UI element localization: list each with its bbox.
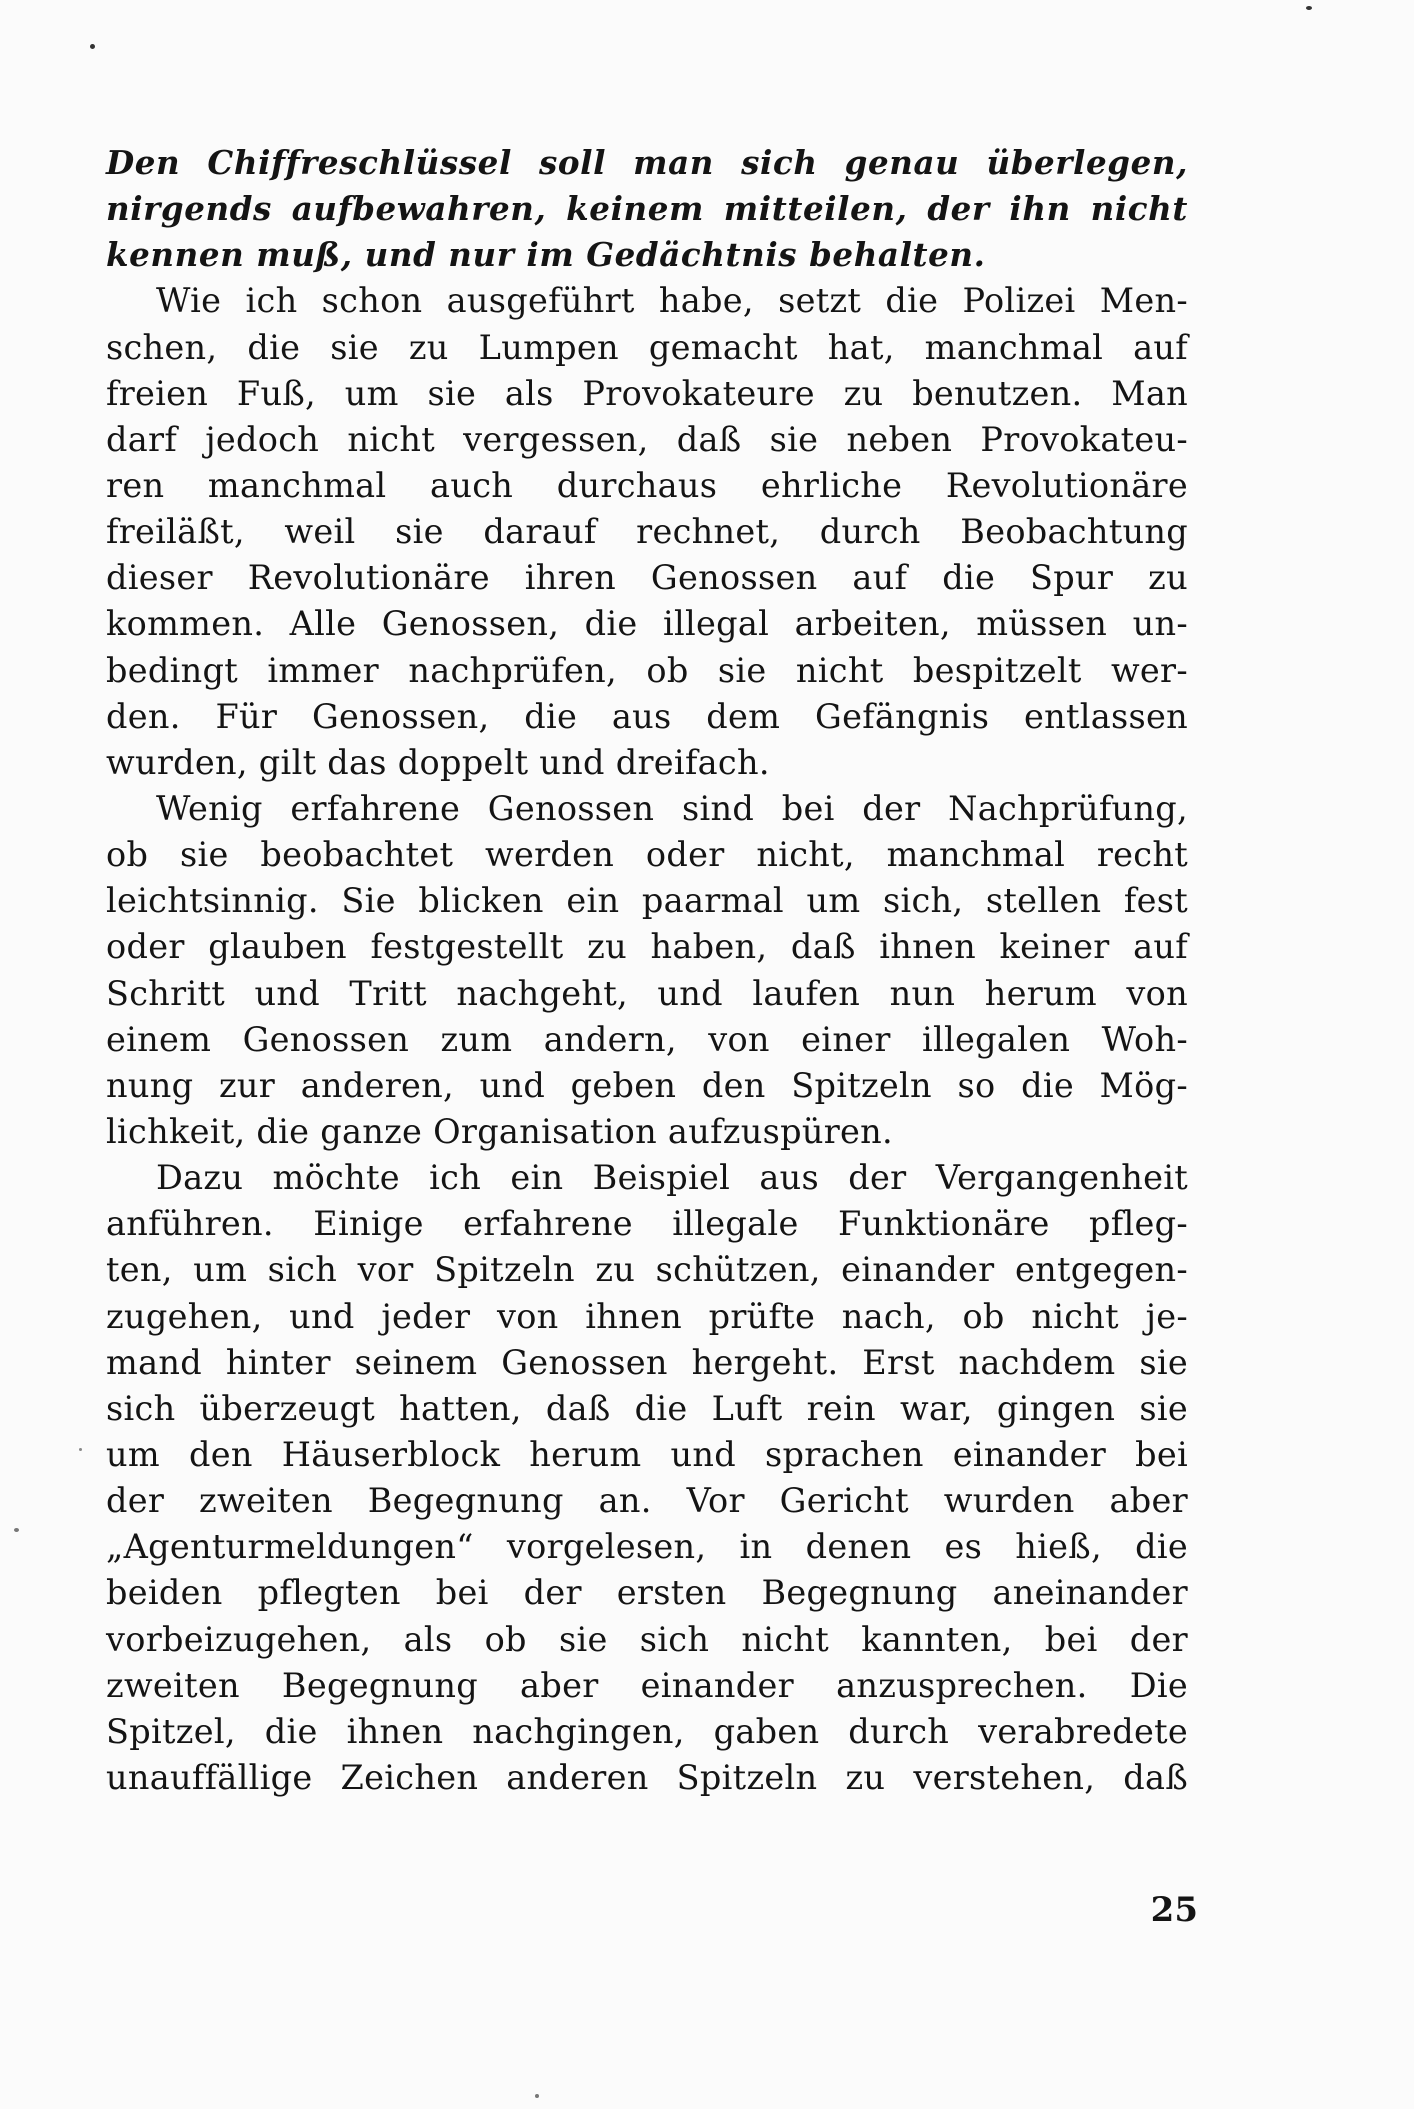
text-line: freiläßt, weil sie darauf rechnet, durch Beobachtung: [106, 512, 1188, 552]
text-line: mand hinter seinem Genossen hergeht. Erst nachdem sie: [106, 1342, 1188, 1382]
text-line: zugehen, und jeder von ihnen prüfte nach, ob nicht je-: [106, 1296, 1188, 1336]
text-line: dieser Revolutionäre ihren Genossen auf die Spur zu: [106, 558, 1188, 598]
print-speck: [90, 44, 95, 49]
text-line: ren manchmal auch durchaus ehrliche Revolutionäre: [106, 465, 1188, 505]
text-line: oder glauben festgestellt zu haben, daß ihnen keiner auf: [106, 927, 1188, 967]
text-line: bedingt immer nachprüfen, ob sie nicht bespitzelt wer-: [106, 650, 1188, 690]
text-line: Schritt und Tritt nachgeht, und laufen nun herum von: [106, 973, 1188, 1013]
print-speck: [535, 2094, 539, 2098]
text-line: Dazu möchte ich ein Beispiel aus der Vergangenheit: [156, 1158, 1188, 1198]
print-speck: [14, 1528, 19, 1532]
print-speck: [1306, 6, 1312, 10]
italic-line: Den Chiffreschlüssel soll man sich genau überlegen,: [106, 143, 1188, 182]
text-line: um den Häuserblock herum und sprachen einander bei: [106, 1434, 1188, 1474]
print-speck: [79, 1448, 82, 1451]
text-line: den. Für Genossen, die aus dem Gefängnis entlassen: [106, 696, 1188, 736]
text-line: schen, die sie zu Lumpen gemacht hat, manchmal auf: [106, 327, 1188, 367]
text-line: der zweiten Begegnung an. Vor Gericht wurden aber: [106, 1481, 1188, 1521]
text-line: „Agenturmeldungen“ vorgelesen, in denen es hieß, die: [106, 1527, 1188, 1567]
italic-line: nirgends aufbewahren, keinem mitteilen, der ihn nicht: [106, 189, 1188, 229]
page-number: 25: [1150, 1890, 1198, 1930]
text-line: Wie ich schon ausgeführt habe, setzt die Polizei Men-: [156, 281, 1188, 321]
text-line: wurden, gilt das doppelt und dreifach.: [106, 742, 770, 782]
text-line: ob sie beobachtet werden oder nicht, manchmal recht: [106, 835, 1188, 875]
text-line: freien Fuß, um sie als Provokateure zu benutzen. Man: [106, 373, 1188, 413]
text-line: Wenig erfahrene Genossen sind bei der Nachprüfung,: [156, 788, 1188, 828]
text-line: einem Genossen zum andern, von einer illegalen Woh-: [106, 1019, 1188, 1059]
body-text: [106, 140, 1188, 1801]
text-line: lichkeit, die ganze Organisation aufzuspüren.: [106, 1111, 893, 1151]
italic-line: kennen muß, und nur im Gedächtnis behalten.: [106, 235, 986, 275]
text-line: ten, um sich vor Spitzeln zu schützen, einander entgegen-: [106, 1250, 1188, 1290]
text-line: anführen. Einige erfahrene illegale Funktionäre pfleg-: [106, 1204, 1188, 1244]
text-line: unauffällige Zeichen anderen Spitzeln zu verstehen, daß: [106, 1757, 1188, 1797]
text-line: kommen. Alle Genossen, die illegal arbeiten, müssen un-: [106, 604, 1188, 644]
text-line: beiden pflegten bei der ersten Begegnung aneinander: [106, 1573, 1188, 1613]
text-line: sich überzeugt hatten, daß die Luft rein war, gingen sie: [106, 1388, 1188, 1428]
text-line: vorbeizugehen, als ob sie sich nicht kannten, bei der: [106, 1619, 1188, 1659]
text-line: zweiten Begegnung aber einander anzusprechen. Die: [106, 1665, 1188, 1705]
text-line: Spitzel, die ihnen nachgingen, gaben durch verabredete: [106, 1711, 1188, 1751]
text-line: darf jedoch nicht vergessen, daß sie neben Provokateu-: [106, 419, 1188, 459]
text-line: nung zur anderen, und geben den Spitzeln so die Mög-: [106, 1065, 1188, 1105]
text-line: leichtsinnig. Sie blicken ein paarmal um sich, stellen fest: [106, 881, 1188, 921]
